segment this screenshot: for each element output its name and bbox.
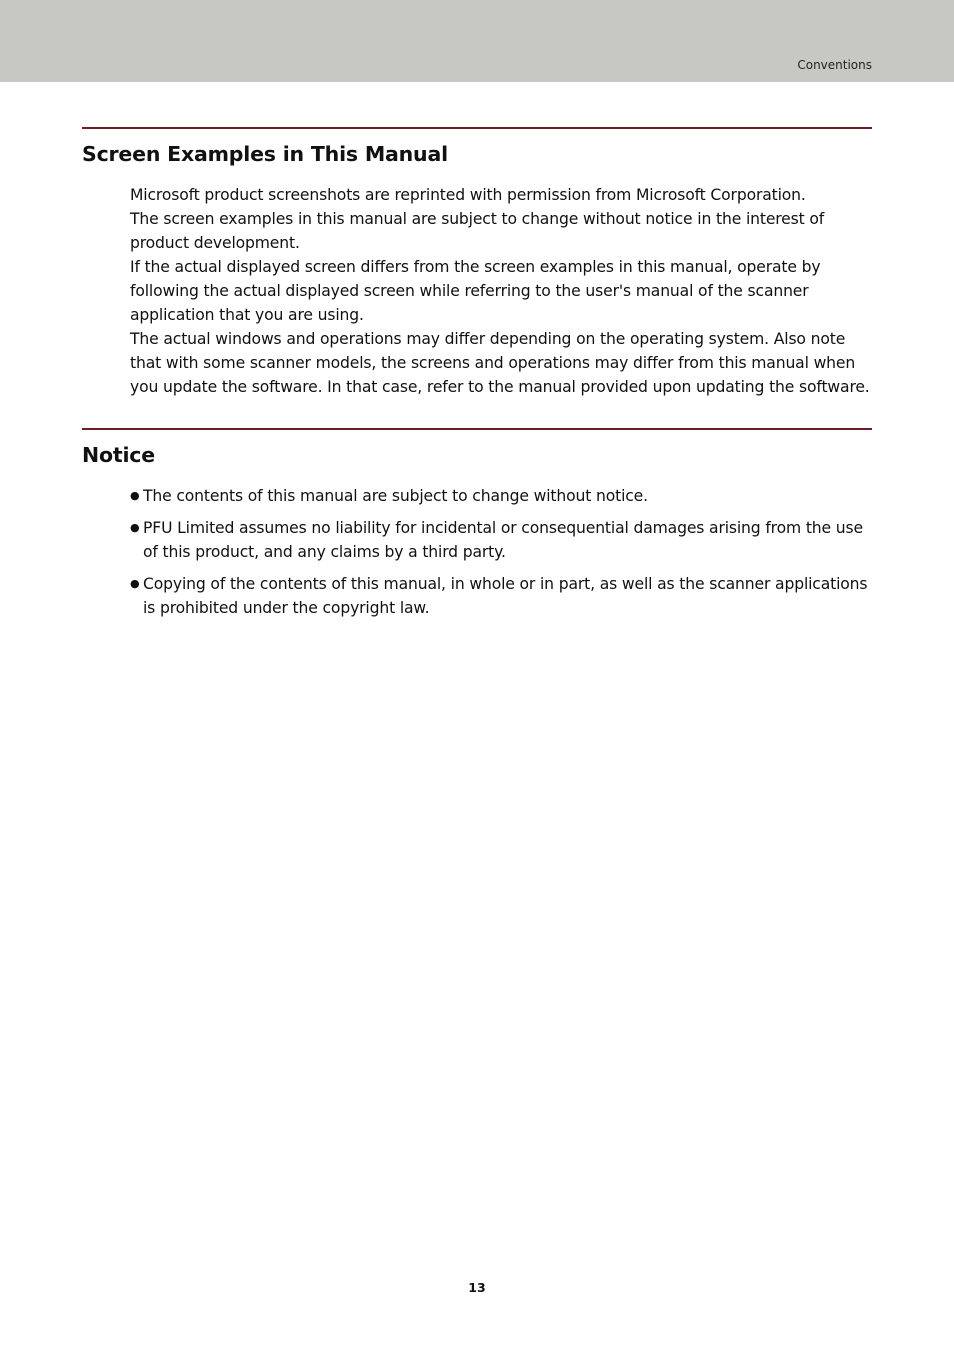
list-item-text: The contents of this manual are subject to change without notice. <box>143 487 648 505</box>
paragraph: If the actual displayed screen differs from the screen examples in this manual, operate by following the actual displayed screen while referring to the user's manual of the scanner application that you are using. <box>130 258 821 324</box>
section-title: Screen Examples in This Manual <box>82 142 448 166</box>
list-item-text: PFU Limited assumes no liability for incidental or consequential damages arising from the use of this product, and any claims by a third party. <box>143 519 863 561</box>
page-header-band <box>0 0 954 82</box>
section-notice <box>82 428 872 628</box>
section-body <box>130 183 872 399</box>
chapter-label: Conventions <box>797 58 872 72</box>
list-item <box>130 484 872 508</box>
list-item-text: Copying of the contents of this manual, in whole or in part, as well as the scanner applications is prohibited under the copyright law. <box>143 575 868 617</box>
section-divider <box>82 127 872 129</box>
paragraph: The screen examples in this manual are subject to change without notice in the interest of product development. <box>130 210 825 252</box>
bullet-icon: ● <box>130 521 140 534</box>
bullet-icon: ● <box>130 577 140 590</box>
section-divider <box>82 428 872 430</box>
notice-list <box>130 484 872 620</box>
section-screen-examples <box>82 127 872 399</box>
paragraph: Microsoft product screenshots are reprinted with permission from Microsoft Corporation. <box>130 186 806 204</box>
list-item <box>130 516 872 564</box>
page-number: 13 <box>468 1280 486 1295</box>
list-item <box>130 572 872 620</box>
bullet-icon: ● <box>130 489 140 502</box>
section-title: Notice <box>82 443 155 467</box>
paragraph: The actual windows and operations may differ depending on the operating system. Also note that with some scanner models, the screens and operations may differ from this manual when you update the software. In that case, refer to the manual provided upon updating the software. <box>130 330 870 396</box>
